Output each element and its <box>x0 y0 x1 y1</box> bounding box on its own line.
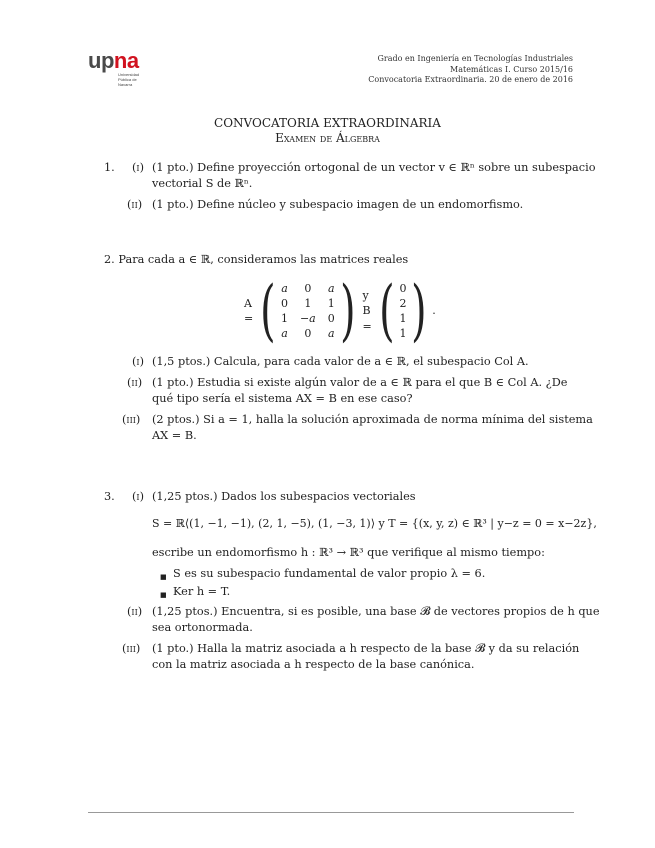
matrix-a-cell: 0 <box>304 326 312 340</box>
matrix-a-cell: 0 <box>280 296 288 310</box>
logo-subtitle: Universidad Pública de Navarra <box>118 72 140 87</box>
header-course: Matemáticas I. Curso 2015/16 <box>450 64 573 74</box>
problem-2-iii-label: (iii) <box>122 413 141 426</box>
matrix-a-cell: −a <box>299 311 316 325</box>
matrix-b-cell: 1 <box>399 326 407 340</box>
problem-1-i-text-line1: (1 pto.) Define proyección ortogonal de un vector v ∈ ℝⁿ sobre un subespacio <box>152 161 596 174</box>
exam-subtitle: Examen de Álgebra <box>275 131 380 145</box>
problem-2-ii-label: (ii) <box>127 376 143 389</box>
matrix-a-cell: 1 <box>280 311 288 325</box>
problem-2-ii-text-line1: (1 pto.) Estudia si existe algún valor de a ∈ ℝ para el que B ∈ Col A. ¿De <box>152 376 568 389</box>
matrix-a-cell: 1 <box>304 296 312 310</box>
matrix-b-label: y B = <box>362 288 372 333</box>
matrix-a-cell: a <box>281 281 288 295</box>
problem-1-ii-label: (ii) <box>127 198 143 211</box>
problem-3-ii-label: (ii) <box>127 605 143 618</box>
matrix-b-right-paren: ) <box>411 272 428 349</box>
problem-3-bullet-2: Ker h = T. <box>173 585 231 598</box>
problem-3-i-text-2: escribe un endomorfismo h : ℝ³ → ℝ³ que verifique al mismo tiempo: <box>152 546 545 559</box>
logo-na: na <box>113 48 139 73</box>
problem-3-iii-text-line2: con la matriz asociada a h respecto de la base canónica. <box>152 658 475 671</box>
matrix-a-cell: 1 <box>327 296 335 310</box>
problem-1-number: 1. <box>104 161 115 174</box>
problem-1-i-text-line2: vectorial S de ℝⁿ. <box>152 177 253 190</box>
matrix-a-cell: 0 <box>327 311 335 325</box>
problem-2-i-label: (i) <box>132 355 144 368</box>
upna-logo <box>88 50 158 90</box>
problem-1-ii-text: (1 pto.) Define núcleo y subespacio imagen de un endomorfismo. <box>152 198 524 211</box>
matrix-a-cell: a <box>281 326 288 340</box>
logo-up: up <box>88 48 114 73</box>
problem-3-ii-text-line2: sea ortonormada. <box>152 621 253 634</box>
problem-2-i-text: (1,5 ptos.) Calcula, para cada valor de a ∈ ℝ, el subespacio Col A. <box>152 355 529 368</box>
problem-2-iii-text-line1: (2 ptos.) Si a = 1, halla la solución aproximada de norma mínima del sistema <box>152 413 593 426</box>
header-date: Convocatoria Extraordinaria. 20 de enero de 2016 <box>368 75 573 84</box>
header-degree: Grado en Ingeniería en Tecnologías Industriales <box>377 54 573 63</box>
bullet-marker: ■ <box>160 591 167 599</box>
matrix-b-cell: 1 <box>399 311 407 325</box>
exam-title: CONVOCATORIA EXTRAORDINARIA <box>214 116 441 130</box>
problem-2-intro: 2. Para cada a ∈ ℝ, consideramos las matrices reales <box>104 253 409 266</box>
footer-divider <box>88 812 574 813</box>
matrix-b <box>399 282 406 341</box>
problem-3-i-label: (i) <box>132 490 144 503</box>
matrix-b-left-paren: ( <box>378 272 395 349</box>
problem-3-ii-text-line1: (1,25 ptos.) Encuentra, si es posible, una base 𝓑 de vectores propios de h que <box>152 605 600 618</box>
matrix-a-cell: a <box>327 281 335 295</box>
matrix-a-left-paren: ( <box>260 272 276 349</box>
matrix-b-cell: 2 <box>399 296 407 310</box>
matrix-a-cell: 0 <box>304 281 312 295</box>
matrix-a-label: A = <box>244 296 254 325</box>
problem-3-iii-label: (iii) <box>122 642 141 655</box>
problem-3-number: 3. <box>104 490 115 503</box>
problem-3-bullet-1: S es su subespacio fundamental de valor propio λ = 6. <box>173 567 486 580</box>
problem-2-iii-text-line2: AX = B. <box>152 429 197 442</box>
problem-3-i-text: (1,25 ptos.) Dados los subespacios vectoriales <box>152 490 416 503</box>
matrix-a <box>281 282 335 341</box>
matrix-equation <box>244 272 436 349</box>
matrix-a-cell: a <box>327 326 335 340</box>
problem-1-i-label: (i) <box>132 161 144 174</box>
matrix-a-right-paren: ) <box>339 272 356 349</box>
bullet-marker: ■ <box>160 573 167 581</box>
problem-3-iii-text-line1: (1 pto.) Halla la matriz asociada a h respecto de la base 𝓑 y da su relación <box>152 642 580 655</box>
exam-title-block <box>0 116 655 146</box>
header-info <box>368 54 573 86</box>
problem-3-formula: S = ℝ⟨(1, −1, −1), (2, 1, −5), (1, −3, 1)⟩ y T = {(x, y, z) ∈ ℝ³ | y−z = 0 = x−2z}, <box>152 517 597 530</box>
matrix-end-dot: . <box>432 304 436 318</box>
problem-2-ii-text-line2: qué tipo sería el sistema AX = B en ese caso? <box>152 392 413 405</box>
matrix-b-cell: 0 <box>399 281 407 295</box>
